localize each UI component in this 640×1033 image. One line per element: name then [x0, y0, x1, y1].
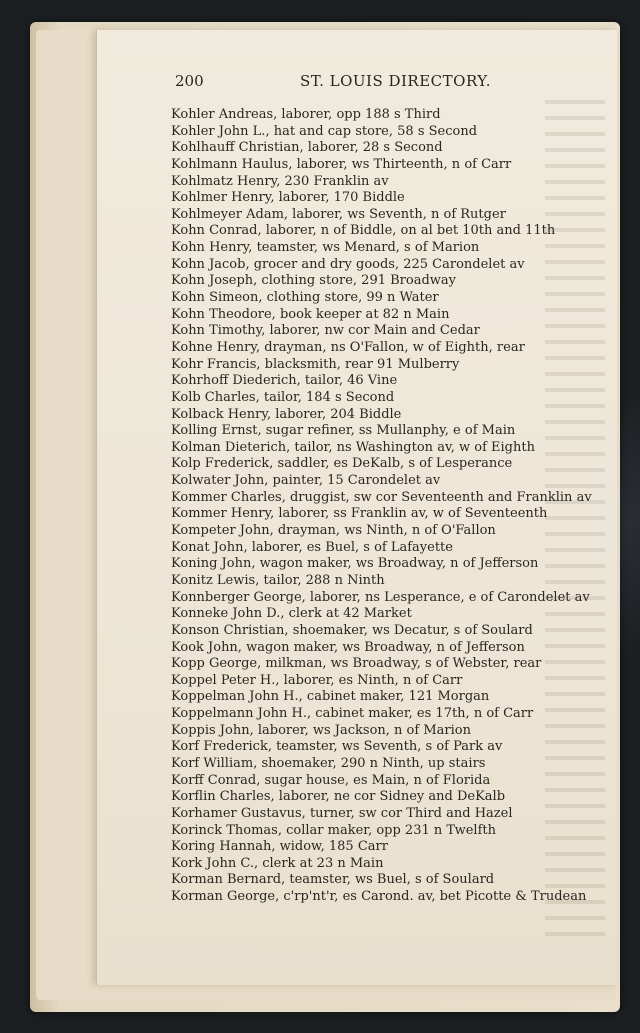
- directory-entry: Konnberger George, laborer, ns Lesperance, e of Carondelet av: [171, 589, 590, 605]
- directory-entry: Konat John, laborer, es Buel, s of Lafayette: [171, 539, 453, 555]
- running-title: ST. LOUIS DIRECTORY.: [300, 72, 492, 90]
- directory-entry: Korman Bernard, teamster, ws Buel, s of Soulard: [171, 872, 495, 888]
- directory-entry: Koppelmann John H., cabinet maker, es 17th, n of Carr: [171, 706, 534, 722]
- directory-entry: Kohne Henry, drayman, ns O'Fallon, w of Eighth, rear: [171, 339, 525, 355]
- page-header: [175, 72, 600, 94]
- directory-entry: Kohlmatz Henry, 230 Franklin av: [171, 173, 389, 189]
- directory-entries: [171, 107, 616, 906]
- directory-entry: Korinck Thomas, collar maker, opp 231 n Twelfth: [171, 822, 496, 838]
- glare: [600, 400, 640, 650]
- directory-entry: Kohn Henry, teamster, ws Menard, s of Marion: [171, 240, 480, 256]
- directory-entry: Konson Christian, shoemaker, ws Decatur, s of Soulard: [171, 622, 533, 638]
- directory-entry: Kohlmann Haulus, laborer, ws Thirteenth, n of Carr: [171, 156, 512, 172]
- directory-entry: Kohn Timothy, laborer, nw cor Main and Cedar: [171, 323, 480, 339]
- page-number: 200: [175, 72, 204, 90]
- directory-entry: Kommer Henry, laborer, ss Franklin av, w of Seventeenth: [171, 506, 548, 522]
- directory-entry: Kork John C., clerk at 23 n Main: [171, 855, 384, 871]
- directory-entry: Korf William, shoemaker, 290 n Ninth, up stairs: [171, 755, 486, 771]
- directory-entry: Korman George, c'rp'nt'r, es Carond. av, bet Picotte & Trudean: [171, 889, 587, 905]
- directory-entry: Kohn Jacob, grocer and dry goods, 225 Carondelet av: [171, 256, 525, 272]
- directory-entry: Kolb Charles, tailor, 184 s Second: [171, 389, 395, 405]
- directory-entry: Koppel Peter H., laborer, es Ninth, n of Carr: [171, 672, 463, 688]
- directory-entry: Kolling Ernst, sugar refiner, ss Mullanphy, e of Main: [171, 423, 516, 439]
- directory-entry: Kohn Conrad, laborer, n of Biddle, on al bet 10th and 11th: [171, 223, 556, 239]
- directory-entry: Kohn Theodore, book keeper at 82 n Main: [171, 306, 450, 322]
- directory-entry: Kolwater John, painter, 15 Carondelet av: [171, 473, 441, 489]
- directory-entry: Konitz Lewis, tailor, 288 n Ninth: [171, 572, 385, 588]
- directory-entry: Konneke John D., clerk at 42 Market: [171, 606, 412, 622]
- directory-entry: Kohn Joseph, clothing store, 291 Broadway: [171, 273, 457, 289]
- directory-entry: Korhamer Gustavus, turner, sw cor Third and Hazel: [171, 805, 513, 821]
- directory-entry: Kohler Andreas, laborer, opp 188 s Third: [171, 107, 441, 122]
- directory-entry: Koppelman John H., cabinet maker, 121 Morgan: [171, 689, 490, 705]
- directory-entry: Koppis John, laborer, ws Jackson, n of Marion: [171, 722, 471, 738]
- directory-entry: Kohlhauff Christian, laborer, 28 s Second: [171, 140, 443, 156]
- directory-entry: Kohr Francis, blacksmith, rear 91 Mulberry: [171, 356, 460, 372]
- directory-entry: Kopp George, milkman, ws Broadway, s of Webster, rear: [171, 656, 542, 672]
- directory-entry: Kolback Henry, laborer, 204 Biddle: [171, 406, 402, 422]
- directory-entry: Kook John, wagon maker, ws Broadway, n of Jefferson: [171, 639, 525, 655]
- directory-entry: Kolman Dieterich, tailor, ns Washington av, w of Eighth: [171, 439, 535, 455]
- directory-entry: Korf Frederick, teamster, ws Seventh, s of Park av: [171, 739, 503, 755]
- directory-entry: Koring Hannah, widow, 185 Carr: [171, 839, 388, 855]
- directory-entry: Kohn Simeon, clothing store, 99 n Water: [171, 290, 439, 306]
- directory-entry: Kommer Charles, druggist, sw cor Seventeenth and Franklin av: [171, 489, 592, 505]
- directory-entry: Kompeter John, drayman, ws Ninth, n of O'Fallon: [171, 523, 496, 539]
- directory-entry: Kohler John L., hat and cap store, 58 s Second: [171, 123, 478, 139]
- directory-entry: Kohlmer Henry, laborer, 170 Biddle: [171, 190, 405, 206]
- directory-entry: Kolp Frederick, saddler, es DeKalb, s of Lesperance: [171, 456, 513, 472]
- directory-entry: Korff Conrad, sugar house, es Main, n of Florida: [171, 772, 491, 788]
- directory-entry: Kohrhoff Diederich, tailor, 46 Vine: [171, 373, 398, 389]
- directory-entry: Kohlmeyer Adam, laborer, ws Seventh, n of Rutger: [171, 206, 506, 222]
- directory-entry: Koning John, wagon maker, ws Broadway, n of Jefferson: [171, 556, 539, 572]
- directory-entry: Korflin Charles, laborer, ne cor Sidney and DeKalb: [171, 789, 506, 805]
